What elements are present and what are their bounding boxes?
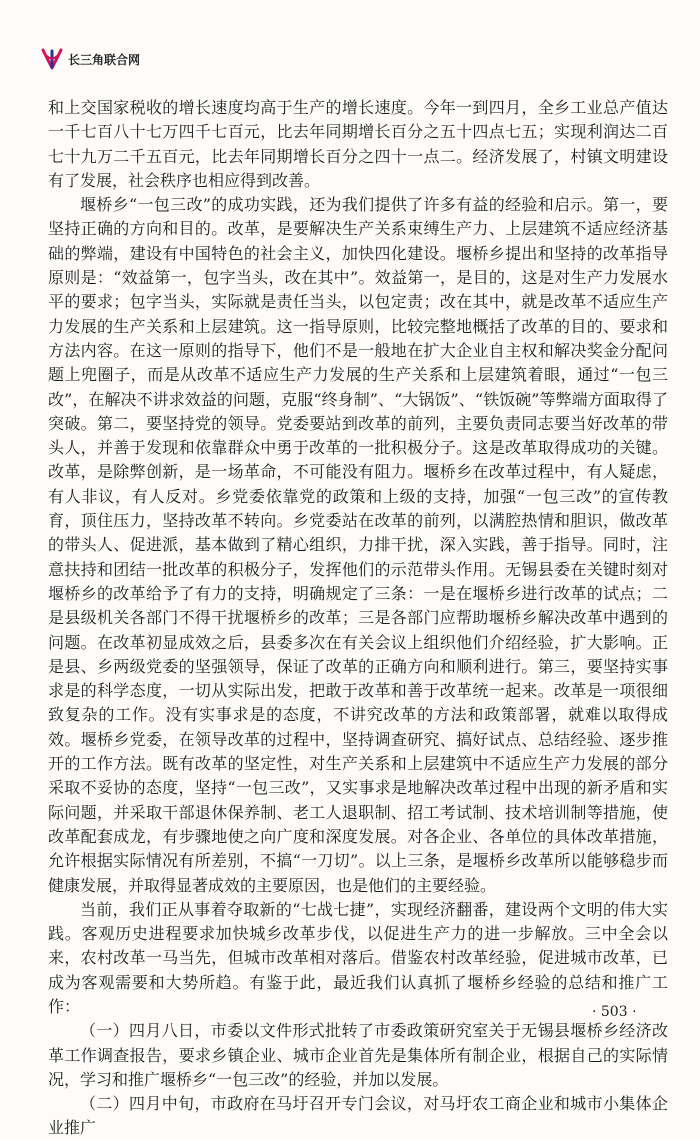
paragraph-item-one: （一）四月八日，市委以文件形式批转了市委政策研究室关于无锡县堰桥乡经济改革工作调查报告，要求乡镇企业、城市企业首先是集体所有制企业，根据自己的实际情况，学习和推广堰桥乡“一包三改”的经验，并加以发展。 [48, 1021, 668, 1089]
page-header [40, 47, 140, 71]
paragraph-item-two: （二）四月中旬，市政府在马圩召开专门会议，对马圩农工商企业和城市小集体企业推广 [48, 1094, 668, 1138]
brand-name: 长三角联合网 [68, 52, 141, 67]
paragraph-continuation: 和上交国家税收的增长速度均高于生产的增长速度。今年一到四月，全乡工业总产值达一千七百八十七万四千七百元，比去年同期增长百分之五十四点七五；实现利润达二百七十九万二千五百元，比去年同期增长百分之四十一点二。经济发展了，村镇文明建设有了发展，社会秩序也相应得到改善。 [48, 98, 668, 190]
page-number: · 503 · [592, 1004, 637, 1020]
paragraph-current-task: 当前，我们正从事着夺取新的“七战七捷”，实现经济翻番，建设两个文明的伟大实践。客观历史进程要求加快城乡改革步伐，以促进生产力的进一步解放。三中全会以来，农村改革一马当先，但城市改革相对落后。借鉴农村改革经验，促进城市改革，已成为客观需要和大势所趋。有鉴于此，最近我们认真抓了堰桥乡经验的总结和推广工作： [48, 899, 668, 1016]
brand-logo-icon [40, 47, 64, 71]
document-body [48, 96, 668, 1141]
paragraph-experience: 堰桥乡“一包三改”的成功实践，还为我们提供了许多有益的经验和启示。第一，要坚持正确的方向和目的。改革，是要解决生产关系束缚生产力、上层建筑不适应经济基础的弊端，建设有中国特色的社会主义，加快四化建设。堰桥乡提出和坚持的改革指导原则是：“效益第一，包字当头，改在其中”。效益第一，是目的，这是对生产力发展水平的要求；包字当头，实际就是责任当头，以包定责；改在其中，就是改革不适应生产力发展的生产关系和上层建筑。这一指导原则，比较完整地概括了改革的目的、要求和方法内容。在这一原则的指导下，他们不是一般地在扩大企业自主权和解决奖金分配问题上兜圈子，而是从改革不适应生产力发展的生产关系和上层建筑着眼，通过“一包三改”，在解决不讲求效益的问题，克服“终身制”、“大锅饭”、“铁饭碗”等弊端方面取得了突破。第二，要坚持党的领导。党委要站到改革的前列，主要负责同志要当好改革的带头人，并善于发现和依靠群众中勇于改革的一批积极分子。这是改革取得成功的关键。改革，是除弊创新，是一场革命，不可能没有阻力。堰桥乡在改革过程中，有人疑虑，有人非议，有人反对。乡党委依靠党的政策和上级的支持，加强“一包三改”的宣传教育，顶住压力，坚持改革不转向。乡党委站在改革的前列，以满腔热情和胆识，做改革的带头人、促进派，基本做到了精心组织，力排干扰，深入实践，善于指导。同时，注意扶持和团结一批改革的积极分子，发挥他们的示范带头作用。无锡县委在关键时刻对堰桥乡的改革给予了有力的支持，明确规定了三条：一是在堰桥乡进行改革的试点；二是县级机关各部门不得干扰堰桥乡的改革；三是各部门应帮助堰桥乡解决改革中遇到的问题。在改革初显成效之后，县委多次在有关会议上组织他们介绍经验，扩大影响。正是县、乡两级党委的坚强领导，保证了改革的正确方向和顺利进行。第三，要坚持实事求是的科学态度，一切从实际出发，把敢于改革和善于改革统一起来。改革是一项很细致复杂的工作。没有实事求是的态度，不讲究改革的方法和政策部署，就难以取得成效。堰桥乡党委，在领导改革的过程中，坚持调查研究、搞好试点、总结经验、逐步推开的工作方法。既有改革的坚定性，对生产关系和上层建筑中不适应生产力发展的部分采取不妥协的态度，坚持“一包三改”，又实事求是地解决改革过程中出现的新矛盾和实际问题，并采取干部退休保养制、老工人退职制、招工考试制、技术培训制等措施，使改革配套成龙，有步骤地使之向广度和深度发展。对各企业、各单位的具体改革措施，允许根据实际情况有所差别，不搞“一刀切”。以上三条，是堰桥乡改革所以能够稳步而健康发展，并取得显著成效的主要原因，也是他们的主要经验。 [48, 195, 668, 895]
